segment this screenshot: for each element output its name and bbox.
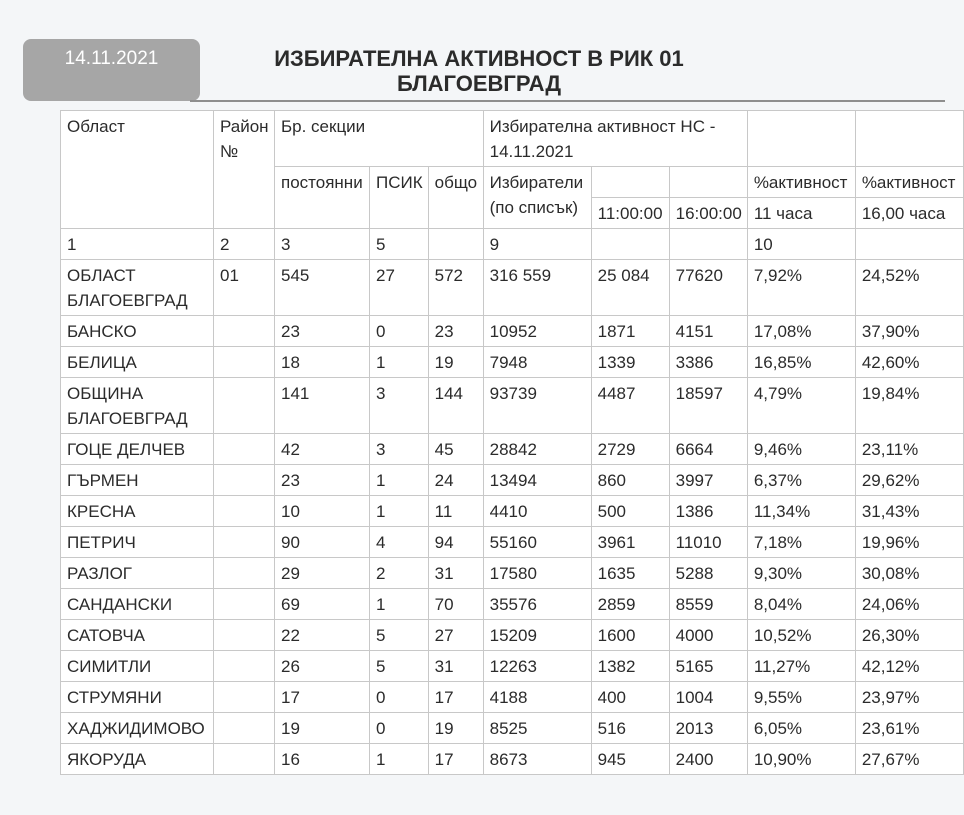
cell-municipality: БАНСКО [61,316,214,347]
cell-turnout-11: 8,04% [747,589,855,620]
cell-municipality: САТОВЧА [61,620,214,651]
page-title [220,46,738,96]
cell-total-sections: 23 [428,316,483,347]
table-row [61,260,964,316]
cell-raion [214,651,275,682]
cell-psik: 2 [370,558,429,589]
cell-permanent-sections: 23 [275,316,370,347]
cell-municipality: ЯКОРУДА [61,744,214,775]
cell-turnout-16: 30,08% [855,558,963,589]
numbering-row [61,229,964,260]
header-empty-2 [855,111,963,167]
cell-votes-11: 860 [591,465,669,496]
table-header [61,111,964,229]
table-row [61,620,964,651]
cell-votes-11: 25 084 [591,260,669,316]
cell-psik: 27 [370,260,429,316]
cell-votes-11: 1871 [591,316,669,347]
cell-raion [214,347,275,378]
cell-turnout-16: 19,96% [855,527,963,558]
header-empty-3 [591,167,669,198]
cell-turnout-16: 31,43% [855,496,963,527]
cell-raion [214,713,275,744]
cell-total-sections: 27 [428,620,483,651]
column-number [669,229,747,260]
header-pct-11: %активност [747,167,855,198]
cell-voters: 8673 [483,744,591,775]
cell-turnout-11: 17,08% [747,316,855,347]
cell-psik: 1 [370,496,429,527]
column-number: 9 [483,229,591,260]
cell-turnout-16: 42,60% [855,347,963,378]
header-empty-1 [747,111,855,167]
cell-municipality: ОБЛАСТ БЛАГОЕВГРАД [61,260,214,316]
cell-permanent-sections: 19 [275,713,370,744]
cell-turnout-11: 6,05% [747,713,855,744]
cell-votes-16: 18597 [669,378,747,434]
cell-permanent-sections: 23 [275,465,370,496]
header-oblast: Област [61,111,214,229]
table-row [61,744,964,775]
cell-voters: 28842 [483,434,591,465]
cell-permanent-sections: 90 [275,527,370,558]
cell-votes-11: 4487 [591,378,669,434]
cell-total-sections: 31 [428,558,483,589]
cell-psik: 0 [370,713,429,744]
column-number [855,229,963,260]
cell-turnout-11: 7,92% [747,260,855,316]
cell-turnout-16: 29,62% [855,465,963,496]
cell-psik: 3 [370,434,429,465]
cell-municipality: САНДАНСКИ [61,589,214,620]
cell-psik: 1 [370,465,429,496]
cell-psik: 4 [370,527,429,558]
cell-municipality: ХАДЖИДИМОВО [61,713,214,744]
cell-psik: 3 [370,378,429,434]
cell-permanent-sections: 16 [275,744,370,775]
cell-turnout-16: 19,84% [855,378,963,434]
cell-raion [214,558,275,589]
header-raion: Район № [214,111,275,229]
column-number: 3 [275,229,370,260]
column-number: 1 [61,229,214,260]
title-divider [190,100,945,102]
cell-total-sections: 19 [428,347,483,378]
cell-votes-16: 1004 [669,682,747,713]
column-number [591,229,669,260]
cell-municipality: ПЕТРИЧ [61,527,214,558]
column-number: 10 [747,229,855,260]
cell-turnout-16: 42,12% [855,651,963,682]
cell-voters: 8525 [483,713,591,744]
cell-votes-16: 77620 [669,260,747,316]
cell-total-sections: 70 [428,589,483,620]
cell-turnout-16: 26,30% [855,620,963,651]
cell-raion [214,378,275,434]
column-number: 5 [370,229,429,260]
cell-votes-11: 2729 [591,434,669,465]
cell-votes-11: 500 [591,496,669,527]
turnout-table [60,110,964,775]
cell-votes-11: 945 [591,744,669,775]
cell-votes-16: 3997 [669,465,747,496]
cell-permanent-sections: 17 [275,682,370,713]
cell-turnout-16: 24,06% [855,589,963,620]
table-body [61,229,964,775]
cell-turnout-11: 16,85% [747,347,855,378]
cell-turnout-11: 11,34% [747,496,855,527]
cell-municipality: ГОЦЕ ДЕЛЧЕВ [61,434,214,465]
cell-total-sections: 19 [428,713,483,744]
cell-voters: 7948 [483,347,591,378]
cell-voters: 12263 [483,651,591,682]
cell-psik: 1 [370,347,429,378]
cell-votes-11: 516 [591,713,669,744]
cell-municipality: РАЗЛОГ [61,558,214,589]
cell-votes-16: 11010 [669,527,747,558]
cell-psik: 5 [370,620,429,651]
cell-turnout-16: 27,67% [855,744,963,775]
cell-municipality: СТРУМЯНИ [61,682,214,713]
cell-permanent-sections: 42 [275,434,370,465]
cell-raion [214,620,275,651]
header-time-16: 16:00:00 [669,198,747,229]
header-hour-11: 11 часа [747,198,855,229]
cell-votes-16: 3386 [669,347,747,378]
cell-votes-16: 4151 [669,316,747,347]
cell-total-sections: 17 [428,744,483,775]
cell-municipality: КРЕСНА [61,496,214,527]
cell-psik: 0 [370,316,429,347]
cell-raion [214,527,275,558]
cell-turnout-11: 7,18% [747,527,855,558]
cell-municipality: ГЪРМЕН [61,465,214,496]
cell-raion [214,434,275,465]
table-row [61,651,964,682]
cell-votes-11: 1600 [591,620,669,651]
cell-votes-16: 5165 [669,651,747,682]
title-line-2: БЛАГОЕВГРАД [396,71,562,96]
cell-permanent-sections: 141 [275,378,370,434]
cell-permanent-sections: 26 [275,651,370,682]
cell-permanent-sections: 18 [275,347,370,378]
cell-total-sections: 45 [428,434,483,465]
cell-raion [214,744,275,775]
cell-municipality: СИМИТЛИ [61,651,214,682]
cell-turnout-11: 4,79% [747,378,855,434]
cell-votes-16: 4000 [669,620,747,651]
cell-voters: 13494 [483,465,591,496]
cell-total-sections: 24 [428,465,483,496]
cell-votes-11: 1339 [591,347,669,378]
cell-voters: 93739 [483,378,591,434]
table-row [61,558,964,589]
cell-votes-11: 3961 [591,527,669,558]
cell-psik: 1 [370,589,429,620]
cell-raion [214,316,275,347]
cell-voters: 4410 [483,496,591,527]
table-row [61,316,964,347]
cell-turnout-16: 23,61% [855,713,963,744]
header-psik: ПСИК [370,167,429,229]
cell-permanent-sections: 69 [275,589,370,620]
cell-turnout-11: 10,52% [747,620,855,651]
cell-total-sections: 144 [428,378,483,434]
cell-permanent-sections: 29 [275,558,370,589]
cell-total-sections: 11 [428,496,483,527]
cell-psik: 0 [370,682,429,713]
table-row [61,682,964,713]
cell-voters: 4188 [483,682,591,713]
cell-voters: 15209 [483,620,591,651]
header-pct-16: %активност [855,167,963,198]
cell-raion [214,682,275,713]
cell-total-sections: 572 [428,260,483,316]
cell-votes-16: 5288 [669,558,747,589]
cell-permanent-sections: 545 [275,260,370,316]
cell-votes-16: 6664 [669,434,747,465]
cell-votes-16: 1386 [669,496,747,527]
cell-turnout-11: 11,27% [747,651,855,682]
table-row [61,378,964,434]
cell-voters: 10952 [483,316,591,347]
cell-voters: 17580 [483,558,591,589]
header-sections: Бр. секции [275,111,484,167]
header-empty-4 [669,167,747,198]
cell-municipality: БЕЛИЦА [61,347,214,378]
cell-turnout-16: 37,90% [855,316,963,347]
cell-raion [214,465,275,496]
cell-turnout-16: 23,97% [855,682,963,713]
date-badge: 14.11.2021 [23,39,200,101]
table-row [61,589,964,620]
title-line-1: ИЗБИРАТЕЛНА АКТИВНОСТ В РИК 01 [274,46,684,71]
header-activity: Избирателна активност НС - 14.11.2021 [483,111,747,167]
cell-raion [214,496,275,527]
cell-turnout-11: 9,30% [747,558,855,589]
cell-voters: 316 559 [483,260,591,316]
column-number [428,229,483,260]
header-time-11: 11:00:00 [591,198,669,229]
cell-votes-11: 2859 [591,589,669,620]
cell-psik: 5 [370,651,429,682]
cell-votes-16: 8559 [669,589,747,620]
cell-raion: 01 [214,260,275,316]
cell-permanent-sections: 22 [275,620,370,651]
cell-raion [214,589,275,620]
header-postoyanni: постоянни [275,167,370,229]
cell-municipality: ОБЩИНА БЛАГОЕВГРАД [61,378,214,434]
table-row [61,496,964,527]
header-hour-16: 16,00 часа [855,198,963,229]
cell-voters: 55160 [483,527,591,558]
cell-votes-11: 1635 [591,558,669,589]
cell-turnout-16: 23,11% [855,434,963,465]
cell-votes-11: 1382 [591,651,669,682]
cell-turnout-11: 9,46% [747,434,855,465]
cell-votes-16: 2013 [669,713,747,744]
table-row [61,527,964,558]
cell-permanent-sections: 10 [275,496,370,527]
table-row [61,465,964,496]
column-number: 2 [214,229,275,260]
header-obshto: общо [428,167,483,229]
cell-turnout-16: 24,52% [855,260,963,316]
cell-turnout-11: 10,90% [747,744,855,775]
table-row [61,713,964,744]
cell-psik: 1 [370,744,429,775]
header-voters: Избиратели (по списък) [483,167,591,229]
table-row [61,347,964,378]
cell-votes-11: 400 [591,682,669,713]
cell-votes-16: 2400 [669,744,747,775]
cell-voters: 35576 [483,589,591,620]
cell-total-sections: 17 [428,682,483,713]
table-row [61,434,964,465]
cell-total-sections: 31 [428,651,483,682]
cell-total-sections: 94 [428,527,483,558]
cell-turnout-11: 6,37% [747,465,855,496]
cell-turnout-11: 9,55% [747,682,855,713]
